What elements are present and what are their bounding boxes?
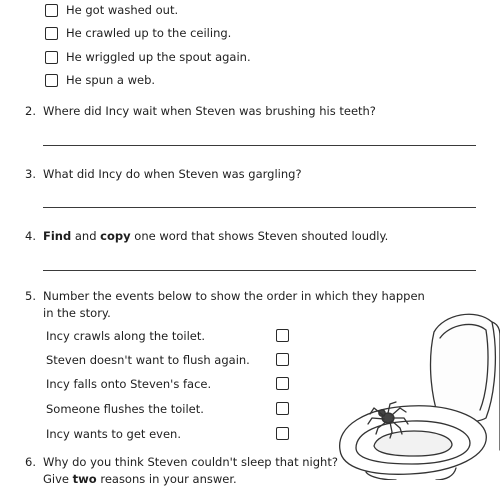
q5-event-3: Incy falls onto Steven's face. <box>46 377 212 391</box>
q5-text-line-1: Number the events below to show the order in which they happen <box>43 289 425 303</box>
q1-option-1-label: He got washed out. <box>66 3 179 17</box>
q1-option-2-label: He crawled up to the ceiling. <box>66 26 232 40</box>
q4-text <box>43 229 388 243</box>
q6-rest: reasons in your answer. <box>96 472 237 486</box>
q6-two-word: two <box>72 472 97 486</box>
q1-option-1-checkbox[interactable] <box>45 4 58 17</box>
q5-event-5-box[interactable] <box>276 427 289 440</box>
q6-give: Give <box>43 472 73 486</box>
q1-option-2-checkbox[interactable] <box>45 27 58 40</box>
q5-event-2: Steven doesn't want to flush again. <box>46 353 250 367</box>
q4-answer-line[interactable] <box>43 270 476 271</box>
q6-number: 6. <box>25 455 36 469</box>
q6-text-line-1: Why do you think Steven couldn't sleep that night? <box>43 455 338 469</box>
q3-text: What did Incy do when Steven was gargling? <box>43 167 302 181</box>
q5-text-line-2: in the story. <box>43 306 111 320</box>
q1-option-3-checkbox[interactable] <box>45 51 58 64</box>
q5-event-1-box[interactable] <box>276 329 289 342</box>
q2-answer-line[interactable] <box>43 145 476 146</box>
q4-and: and <box>71 229 101 243</box>
q3-answer-line[interactable] <box>43 207 476 208</box>
q5-event-5: Incy wants to get even. <box>46 427 182 441</box>
q1-option-4-checkbox[interactable] <box>45 74 58 87</box>
q5-event-1: Incy crawls along the toilet. <box>46 329 206 343</box>
q1-option-4-label: He spun a web. <box>66 73 156 87</box>
q4-number: 4. <box>25 229 36 243</box>
q3-number: 3. <box>25 167 36 181</box>
q4-copy-word: copy <box>100 229 131 243</box>
q1-option-3-label: He wriggled up the spout again. <box>66 50 251 64</box>
toilet-spider-illustration <box>326 300 500 480</box>
q2-number: 2. <box>25 104 36 118</box>
q5-number: 5. <box>25 289 36 303</box>
q5-event-3-box[interactable] <box>276 377 289 390</box>
q5-event-4: Someone flushes the toilet. <box>46 402 204 416</box>
q5-event-4-box[interactable] <box>276 402 289 415</box>
q4-find-word: Find <box>43 229 72 243</box>
q2-text: Where did Incy wait when Steven was brushing his teeth? <box>43 104 376 118</box>
q4-rest: one word that shows Steven shouted loudly. <box>130 229 389 243</box>
q6-text-line-2 <box>43 472 237 486</box>
q5-event-2-box[interactable] <box>276 353 289 366</box>
